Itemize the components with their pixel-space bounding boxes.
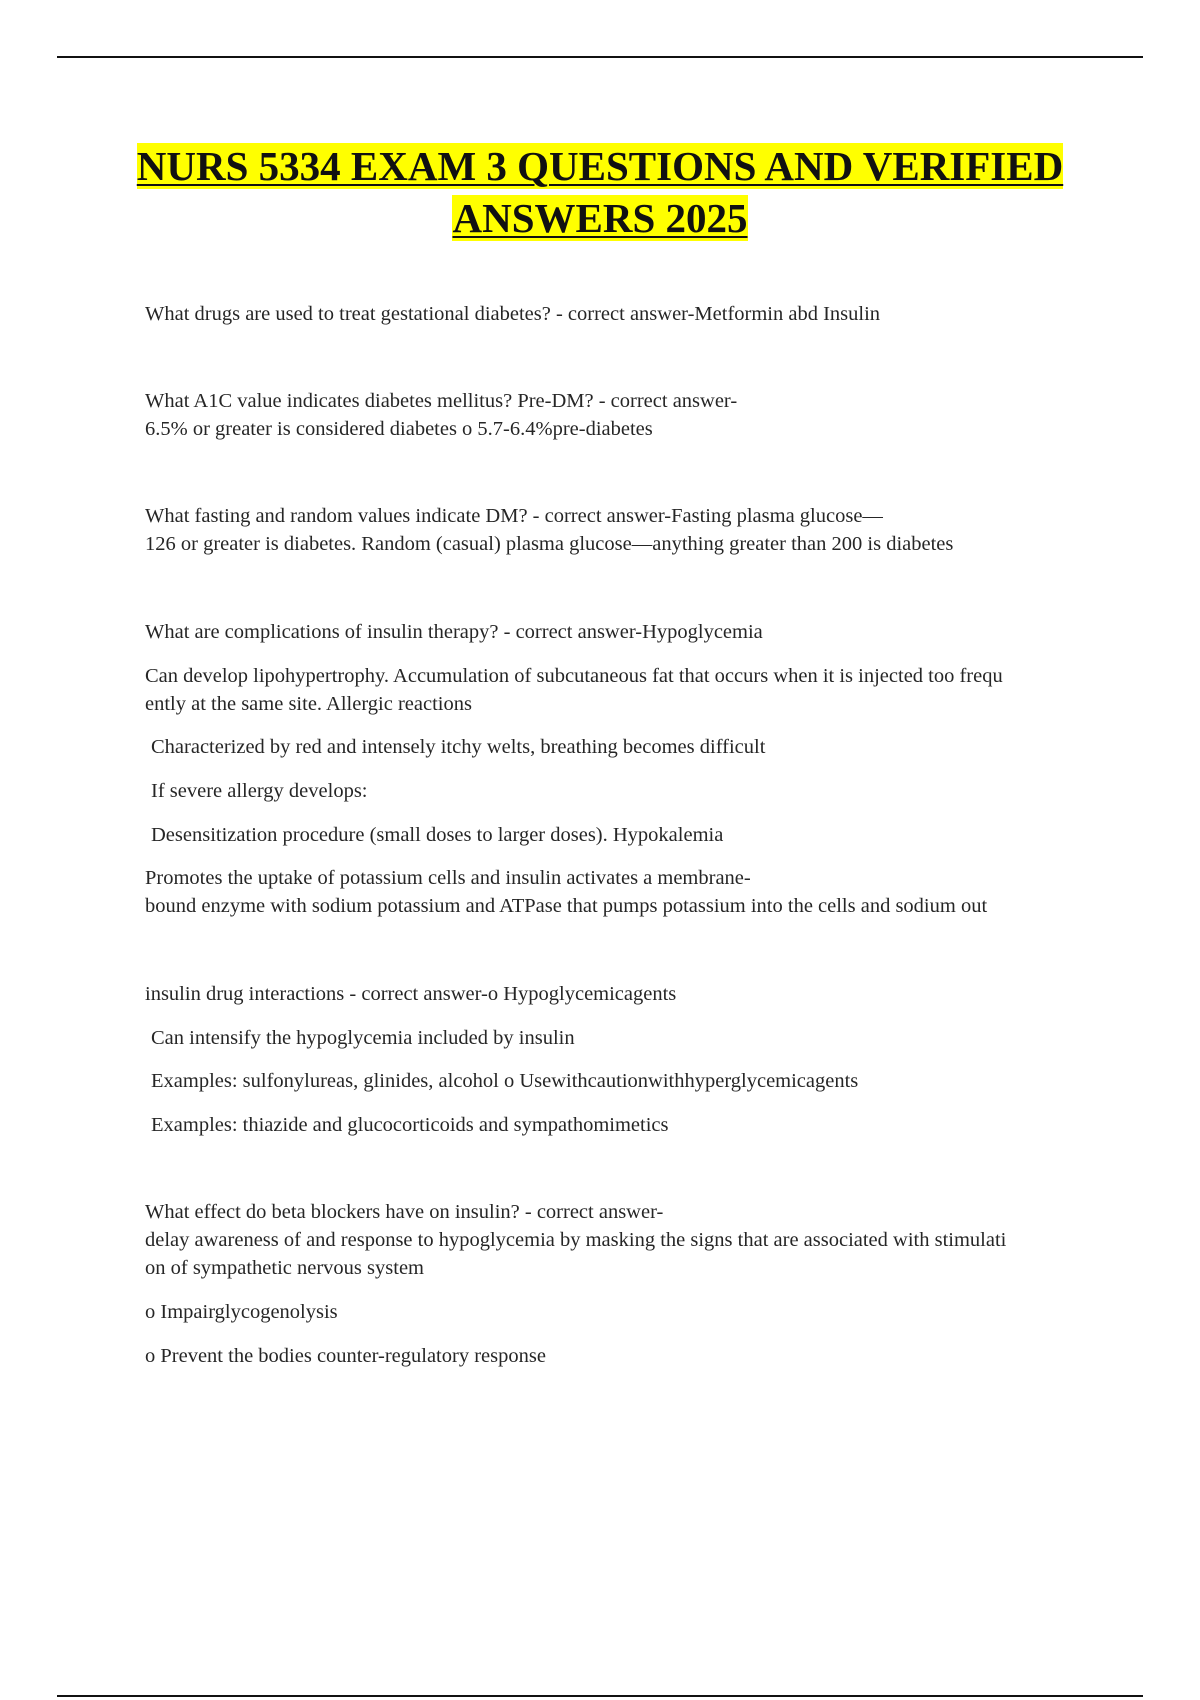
answer-severe-allergy: If severe allergy develops:: [151, 780, 368, 802]
answer-impair-glycogenolysis: o Impairglycogenolysis: [145, 1301, 338, 1323]
answer-intensify-hypoglycemia: Can intensify the hypoglycemia included by insulin: [151, 1027, 575, 1049]
answer-lipohypertrophy: Can develop lipohypertrophy. Accumulation of subcutaneous fat that occurs when it is injected too frequ ently at the same site. Allergic reactions: [145, 665, 1003, 715]
title-line-1: NURS 5334 EXAM 3 QUESTIONS AND VERIFIED: [136, 143, 1064, 189]
answer-counter-regulatory: o Prevent the bodies counter-regulatory response: [145, 1345, 546, 1367]
answer-potassium-uptake: Promotes the uptake of potassium cells and insulin activates a membrane- bound enzyme with sodium potassium and ATPase that pumps potassium into the cells and sodium out: [145, 867, 988, 917]
qa-beta-blockers: What effect do beta blockers have on insulin? - correct answer- delay awareness of and response to hypoglycemia by masking the signs that are associated with stimulati on of sympathetic nervous system: [145, 1201, 1007, 1279]
answer-allergy-characteristics: Characterized by red and intensely itchy welts, breathing becomes difficult: [151, 736, 766, 758]
answer-examples-hyperglycemic: Examples: thiazide and glucocorticoids and sympathomimetics: [151, 1114, 669, 1136]
top-rule: [57, 56, 1143, 58]
bottom-rule: [57, 1695, 1143, 1697]
title-line-2: ANSWERS 2025: [452, 195, 748, 241]
qa-gestational-diabetes: What drugs are used to treat gestational diabetes? - correct answer-Metformin abd Insulin: [145, 303, 881, 325]
answer-examples-hypoglycemic: Examples: sulfonylureas, glinides, alcohol o Usewithcautionwithhyperglycemicagents: [151, 1070, 859, 1092]
qa-insulin-complications: What are complications of insulin therapy? - correct answer-Hypoglycemia: [145, 621, 763, 643]
qa-fasting-random-values: What fasting and random values indicate DM? - correct answer-Fasting plasma glucose— 126 or greater is diabetes. Random (casual) plasma glucose—anything greater than 200 is diabetes: [145, 505, 954, 555]
qa-a1c-values: What A1C value indicates diabetes mellitus? Pre-DM? - correct answer- 6.5% or greater is considered diabetes o 5.7-6.4%pre-diabetes: [145, 390, 738, 440]
answer-desensitization: Desensitization procedure (small doses to larger doses). Hypokalemia: [151, 824, 724, 846]
document-title: [100, 140, 1100, 244]
qa-insulin-interactions: insulin drug interactions - correct answer-o Hypoglycemicagents: [145, 983, 677, 1005]
